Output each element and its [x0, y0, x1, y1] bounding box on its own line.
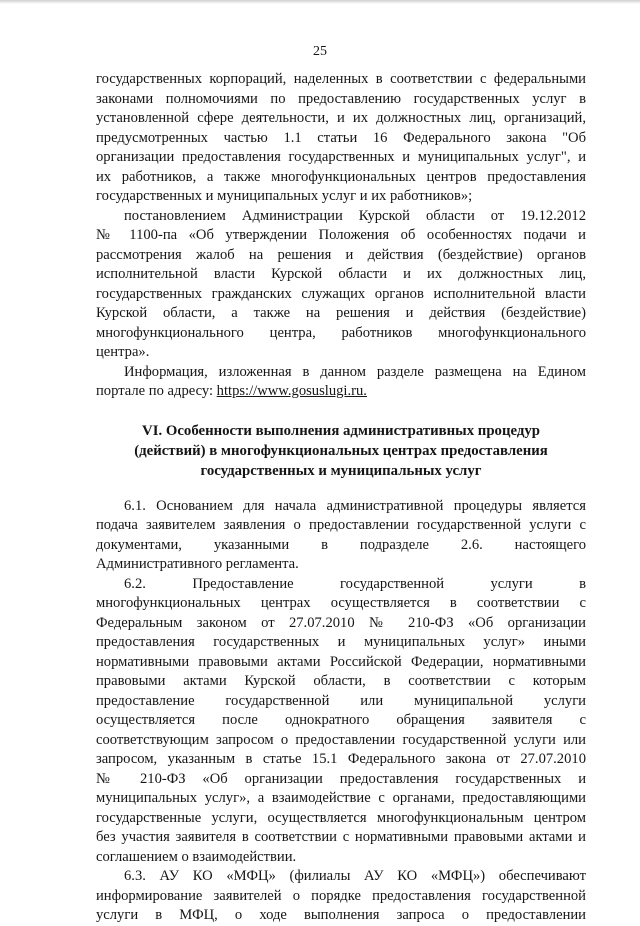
text-line: многофункционального центра, работников многофункционального [96, 324, 586, 341]
text-line: Административного регламента. [96, 556, 299, 572]
paragraph-block2 [96, 207, 586, 363]
gosuslugi-link[interactable]: https://www.gosuslugi.ru. [216, 383, 367, 399]
text-line: законами полномочиями по предоставлению государственных услуг в [96, 90, 586, 107]
text-line: государственных гражданских служащих органов исполнительной власти [96, 285, 586, 302]
text-line: их работников, а также многофункциональных центров предоставления [96, 168, 586, 185]
text-line: предоставление государственной или муниципальной услуги [96, 692, 586, 709]
text-line: Федеральным законом от 27.07.2010 № 210-ФЗ «Об организации [96, 614, 586, 631]
paragraph-block1 [96, 70, 586, 207]
text-line: правовыми актами Курской области, в соответствии с которым [96, 673, 586, 689]
text-line: 6.1. Основанием для начала административной процедуры является [124, 497, 586, 514]
text-line: соглашением о взаимодействии. [96, 848, 297, 865]
text-line: центра». [96, 344, 150, 360]
text-line: рассмотрения жалоб на решения и действия (бездействие) органов [96, 246, 586, 263]
text-line: многофункциональных центрах осуществляется в соответствии с [96, 595, 586, 611]
text-line: без участия заявителя в соответствии с нормативными правовыми актами и [96, 829, 586, 845]
text-line: услуги в МФЦ, о ходе выполнения запроса о предоставлении [96, 907, 586, 923]
text-line: Курской области, а также на решения и действия (бездействие) [96, 305, 586, 321]
paragraph-6-1 [96, 497, 586, 575]
paragraph-info [96, 363, 586, 402]
text-line: № 210-ФЗ «Об организации предоставления государственных и [96, 770, 586, 787]
text-line: государственных и муниципальных услуг и их работников»; [96, 188, 473, 204]
text-line: муниципальных услуг», а взаимодействие с органами, предоставляющими [96, 790, 586, 806]
paragraph-6-3 [96, 867, 586, 926]
text-line: государственных корпораций, наделенных в соответствии с федеральными [96, 71, 586, 87]
text-line: 6.3. АУ КО «МФЦ» (филиалы АУ КО «МФЦ») обеспечивают [124, 868, 586, 884]
document-body [96, 70, 586, 926]
text-line: документами, указанными в подразделе 2.6. настоящего [96, 536, 586, 553]
text-line: № 1100-па «Об утверждении Положения об особенностях подачи и [96, 227, 586, 243]
text-line: 6.2. Предоставление государственной услуги в [124, 575, 586, 592]
text-line: Информация, изложенная в данном разделе размещена на Едином [124, 363, 586, 380]
text-line: запросом, указанным в статье 15.1 Федерального закона от 27.07.2010 [96, 751, 586, 767]
section-heading [96, 421, 586, 481]
paragraph-6-2 [96, 575, 586, 868]
heading-line: VI. Особенности выполнения административных процедур [142, 422, 540, 439]
text-line: информирование заявителей о порядке предоставления государственной [96, 887, 586, 904]
scan-top-edge [0, 0, 640, 4]
text-line: соответствующим запросом о предоставлении государственной услуги или [96, 731, 586, 748]
text-line: установленной сфере деятельности, и их должностных лиц, организаций, [96, 110, 586, 126]
page-number: 25 [313, 44, 327, 59]
text-line: предусмотренных частью 1.1 статьи 16 Федерального закона "Об [96, 129, 586, 146]
text-line: постановлением Администрации Курской области от 19.12.2012 [124, 207, 586, 224]
heading-line: (действий) в многофункциональных центрах предоставления [134, 442, 548, 459]
heading-line: государственных и муниципальных услуг [200, 462, 482, 479]
text-line: исполнительной власти Курской области и их должностных лиц, [96, 266, 586, 282]
text-line: нормативными правовыми актами Российской Федерации, нормативными [96, 653, 586, 670]
text-line: предоставления государственных и муниципальных услуг» иными [96, 634, 586, 650]
text-line: осуществляется после однократного обращения заявителя с [96, 712, 586, 728]
text-line [96, 382, 586, 402]
info-prefix: портале по адресу: [96, 383, 217, 399]
text-line: государственные услуги, осуществляется многофункциональным центром [96, 809, 586, 826]
text-line: подача заявителем заявления о предоставлении государственной услуги с [96, 517, 586, 533]
text-line: организации предоставления государственных и муниципальных услуг", и [96, 149, 586, 165]
